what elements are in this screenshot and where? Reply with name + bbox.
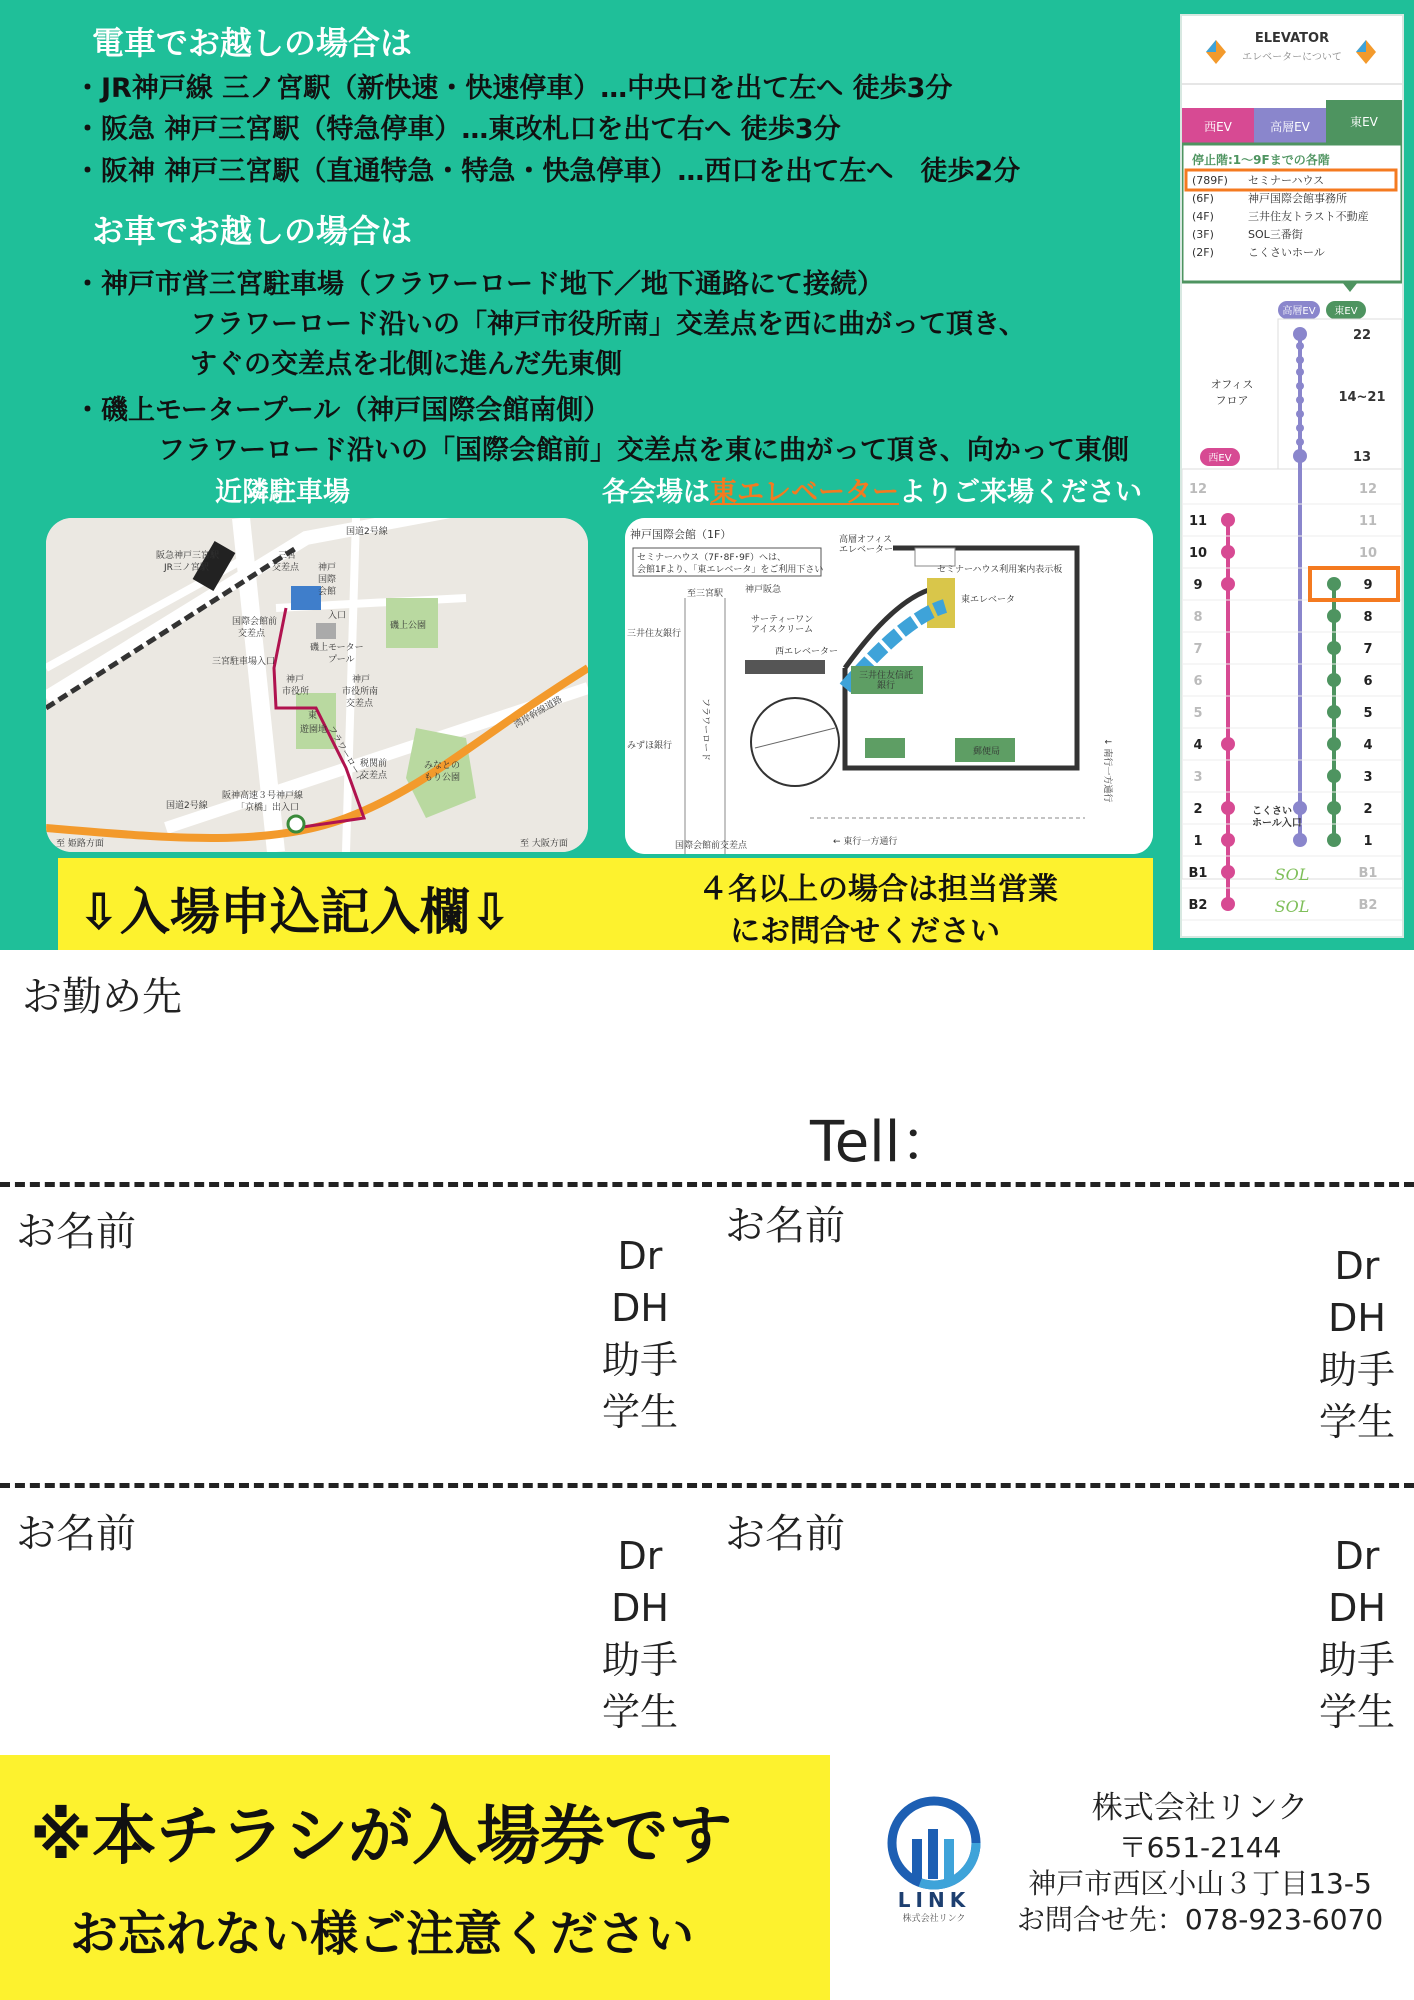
label-hashi2: 交差点 — [360, 771, 388, 781]
stop-name: SOL三番街 — [1248, 228, 1303, 241]
company-name: 株式会社リンク — [1091, 1790, 1309, 1826]
floor-label-east: B2 — [1358, 898, 1378, 913]
label-minato2: もり公園 — [424, 773, 461, 783]
car-heading: お車でお越しの場合は — [92, 212, 413, 250]
high-ev-stop — [1293, 801, 1307, 815]
east-ev-stop — [1327, 833, 1341, 847]
label-osaka: 至 大阪方面 — [520, 839, 568, 849]
company-logo — [846, 1765, 1022, 1941]
high-ev-stop — [1296, 382, 1304, 390]
tab-west: 西EV — [1204, 120, 1232, 134]
option-dh[interactable]: DH — [611, 1286, 669, 1330]
floor-label-west: 10 — [1188, 546, 1208, 561]
role-options — [1307, 1530, 1407, 1738]
label-park1: 東 — [308, 711, 318, 721]
link-logo-icon — [846, 1765, 1022, 1941]
entry-banner-title: ⇩入場申込記入欄⇩ — [78, 883, 512, 941]
high-ev-stop — [1296, 368, 1304, 376]
floor-label-east: 6 — [1363, 674, 1373, 689]
high-ev-stop — [1296, 356, 1304, 364]
floor-title-prefix: 各会場は — [602, 477, 710, 508]
tab-high: 高層EV — [1270, 120, 1310, 134]
high-ev-stop — [1296, 424, 1304, 432]
elevator-diagram — [1182, 16, 1402, 936]
label-kyobashi: 「京橋」出入口 — [236, 803, 300, 813]
label-hashi: 税関前 — [360, 759, 388, 769]
fp-oneway: ← 東行一方通行 — [833, 837, 898, 847]
stop-floor: (6F) — [1192, 192, 1214, 205]
floor-label-east: 1 — [1363, 834, 1373, 849]
company-contact: お問合せ先：078-923-6070 — [1016, 1903, 1384, 1936]
fp-kosaten: 国際会館前交差点 — [675, 841, 748, 851]
label-hanshin: 阪神高速３号神戸線 — [222, 791, 304, 801]
high-ev-stop — [1296, 410, 1304, 418]
label-shiyakusho2: 市役所 — [282, 687, 310, 697]
car-line-5: フラワーロード沿いの「国際会館前」交差点を東に曲がって頂き、向かって東側 — [158, 435, 1129, 466]
floor-label-east: 7 — [1363, 642, 1373, 657]
floor-label-east: 12 — [1358, 482, 1378, 497]
option-assistant[interactable]: 助手 — [1318, 1638, 1395, 1682]
option-dr[interactable]: Dr — [1334, 1534, 1380, 1578]
fp-post: 郵便局 — [973, 747, 1001, 757]
west-ev-stop — [1221, 545, 1235, 559]
stop-floor: (3F) — [1192, 228, 1214, 241]
high-ev-stop — [1296, 438, 1304, 446]
company-postal: 〒651-2144 — [1118, 1831, 1282, 1864]
floor-title — [602, 470, 1142, 509]
label-motor: 磯上モーター — [310, 643, 364, 653]
label-kaikan3: 会館 — [318, 587, 337, 597]
floor-label-west: 1 — [1193, 834, 1203, 849]
label-kokusai-cross: 国際会館前 — [232, 617, 278, 627]
floor-label-west: 11 — [1188, 514, 1208, 529]
east-ev-stop — [1327, 705, 1341, 719]
east-ev-stop — [1327, 769, 1341, 783]
high-ev-stop — [1293, 833, 1307, 847]
stop-floor: (2F) — [1192, 246, 1214, 259]
option-dr[interactable]: Dr — [1334, 1244, 1380, 1288]
logo-sub: 株式会社リンク — [902, 1914, 966, 1924]
floor-label-west: 9 — [1193, 578, 1203, 593]
option-student[interactable]: 学生 — [601, 1390, 678, 1434]
floor-label-west: 5 — [1193, 706, 1203, 721]
floor-title-highlight: 東エレベーター — [710, 477, 899, 508]
label-flower: フラワーロード — [325, 724, 366, 785]
stop-name: こくさいホール — [1248, 246, 1325, 259]
notice-line1: ※本チラシが入場券です — [30, 1800, 733, 1874]
fp-east-ev: 東エレベータ — [961, 595, 1016, 605]
entry-note-line1: ４名以上の場合は担当営業 — [698, 872, 1058, 907]
west-ev-stop — [1221, 801, 1235, 815]
option-student[interactable]: 学生 — [1318, 1690, 1395, 1734]
name-label: お名前 — [725, 1203, 845, 1249]
company-label: お勤め先 — [22, 974, 182, 1020]
fp-kouso2: エレベーター — [839, 545, 894, 555]
floor-label-east: 3 — [1363, 770, 1373, 785]
office-label: オフィス — [1210, 378, 1254, 391]
car-line-1: ・神戸市営三宮駐車場（フラワーロード地下／地下通路にて接続） — [74, 269, 884, 300]
floor-label-east: 5 — [1363, 706, 1373, 721]
sol-logo-b2: SOL — [1274, 897, 1310, 916]
floor-label-east: B1 — [1358, 866, 1378, 881]
map-title: 近隣駐車場 — [215, 477, 350, 508]
label-route2b: 国道2号線 — [166, 801, 208, 811]
fp-icecream2: アイスクリーム — [751, 625, 814, 635]
label-kokusai-cross2: 交差点 — [238, 629, 266, 639]
fp-mitsui2: 銀行 — [877, 681, 896, 691]
train-heading: 電車でお越しの場合は — [92, 24, 413, 62]
parking-map — [46, 518, 588, 852]
floor-label-east: 4 — [1363, 738, 1373, 753]
option-dr[interactable]: Dr — [617, 1234, 663, 1278]
label-wangan: 湾岸幹線道路 — [512, 694, 565, 731]
label-sannomiya-cross2: 交差点 — [272, 563, 300, 573]
car-line-3: すぐの交差点を北側に進んだ先東側 — [190, 349, 622, 380]
floor-label-east: 2 — [1363, 802, 1373, 817]
entry-note-line2: にお問合せください — [730, 914, 1000, 949]
notice-line2: お忘れない様ご注意ください — [70, 1906, 695, 1962]
floor-label-west: 6 — [1193, 674, 1203, 689]
label-sannomiya-cross: 三宮 — [278, 551, 297, 561]
stop-heading: 停止階:1～9Fまでの各階 — [1192, 153, 1330, 167]
floor-label-west: 8 — [1193, 610, 1203, 625]
name-label: お名前 — [725, 1511, 845, 1557]
fp-note1: セミナーハウス（7F･8F･9F）へは、 — [637, 553, 786, 563]
east-ev-stop — [1327, 673, 1341, 687]
stop-floor: (4F) — [1192, 210, 1214, 223]
label-kaikan2: 国際 — [318, 575, 337, 585]
name-entry-3[interactable] — [0, 1490, 707, 1755]
elevator-panel — [1180, 14, 1404, 938]
floor-plan — [625, 518, 1153, 854]
divider-2 — [0, 1483, 1414, 1488]
fp-mizuho: みずほ銀行 — [627, 741, 673, 751]
fp-title: 神戸国際会館（1F） — [630, 528, 732, 541]
east-ev-stop — [1327, 609, 1341, 623]
label-shiyakusho-minami3: 交差点 — [346, 699, 374, 709]
divider-1 — [0, 1182, 1414, 1187]
floor-number: 13 — [1352, 450, 1372, 465]
east-ev-stop — [1327, 641, 1341, 655]
label-shiyakusho-minami: 神戸 — [352, 675, 371, 685]
floor-label-west: B1 — [1188, 866, 1208, 881]
fp-flower: フラワーロード — [700, 698, 710, 762]
badge-west: 西EV — [1208, 453, 1232, 464]
west-ev-stop — [1221, 737, 1235, 751]
floor-label-east: 11 — [1358, 514, 1378, 529]
notice-banner — [0, 1755, 830, 2000]
name-entry-1[interactable] — [0, 1190, 707, 1480]
floor-label-east: 10 — [1358, 546, 1378, 561]
east-ev-stop — [1327, 737, 1341, 751]
parking-map-drawing — [46, 518, 588, 852]
label-park1b: 遊園地 — [300, 725, 328, 735]
company-address: 神戸市西区小山３丁目13-5 — [1028, 1867, 1372, 1900]
east-ev-stop — [1327, 801, 1341, 815]
label-himeji: 至 姫路方面 — [56, 839, 104, 849]
fp-mitsui: 三井住友信託 — [859, 671, 914, 681]
name-label: お名前 — [16, 1511, 136, 1557]
floor-label-west: B2 — [1188, 898, 1208, 913]
option-assistant[interactable]: 助手 — [601, 1638, 678, 1682]
floor-label-west: 4 — [1193, 738, 1203, 753]
floor-plan-drawing — [625, 518, 1153, 854]
high-ev-stop — [1293, 327, 1307, 341]
east-ev-stop — [1327, 577, 1341, 591]
car-line-2: フラワーロード沿いの「神戸市役所南」交差点を西に曲がって頂き、 — [190, 309, 1026, 340]
name-entry-4[interactable] — [707, 1490, 1414, 1755]
car-line-4: ・磯上モータープール（神戸国際会館南側） — [74, 395, 611, 426]
floor-label-west: 7 — [1193, 642, 1203, 657]
label-jr: JR三ノ宮駅 — [164, 563, 209, 573]
west-ev-stop — [1221, 833, 1235, 847]
role-options — [590, 1530, 690, 1738]
option-assistant[interactable]: 助手 — [601, 1338, 678, 1382]
badge-east: 東EV — [1334, 306, 1358, 317]
fp-kouso: 高層オフィス — [839, 535, 893, 545]
option-student[interactable]: 学生 — [601, 1690, 678, 1734]
option-dr[interactable]: Dr — [617, 1534, 663, 1578]
badge-high: 高層EV — [1282, 306, 1316, 317]
role-options — [590, 1230, 690, 1438]
fp-station: 至三宮駅 — [687, 589, 724, 599]
west-ev-stop — [1221, 865, 1235, 879]
entry-banner — [58, 858, 1153, 950]
label-minato: みなとの — [424, 761, 461, 771]
fp-oneway2: ↓ 南行一方通行 — [1102, 738, 1112, 803]
hall-label2: ホール入口 — [1252, 818, 1302, 829]
train-line-hankyu: ・阪急 神戸三宮駅（特急停車）…東改札口を出て右へ 徒歩3分 — [74, 114, 841, 145]
label-isogami: 磯上公園 — [390, 621, 427, 631]
label-shiyakusho-minami2: 市役所南 — [342, 687, 379, 697]
hall-label: こくさい — [1252, 806, 1292, 817]
stop-name: 三井住友トラスト不動産 — [1248, 210, 1369, 223]
option-dh[interactable]: DH — [1328, 1586, 1386, 1630]
role-options — [1307, 1240, 1407, 1448]
fp-west-ev: 西エレベーター — [775, 647, 839, 657]
option-assistant[interactable]: 助手 — [1318, 1348, 1395, 1392]
floor-label-east: 9 — [1363, 578, 1373, 593]
train-line-jr: ・JR神戸線 三ノ宮駅（新快速・快速停車）…中央口を出て左へ 徒歩3分 — [74, 73, 953, 104]
stop-name: セミナーハウス — [1248, 174, 1325, 187]
west-ev-stop — [1221, 513, 1235, 527]
tab-east: 東EV — [1350, 115, 1378, 129]
floor-label-east: 8 — [1363, 610, 1373, 625]
floor-number: 14~21 — [1338, 390, 1386, 405]
option-dh[interactable]: DH — [611, 1586, 669, 1630]
label-route2a: 国道2号線 — [346, 527, 388, 537]
label-hankyu: 阪急神戸三宮駅 — [156, 551, 220, 561]
label-motor2: プール — [328, 655, 355, 665]
fp-kobe-dept: 神戸阪急 — [745, 585, 782, 595]
stop-name: 神戸国際会館事務所 — [1248, 192, 1347, 205]
fp-sumitomo: 三井住友銀行 — [627, 629, 682, 639]
floor-label-west: 3 — [1193, 770, 1203, 785]
option-dh[interactable]: DH — [1328, 1296, 1386, 1340]
tell-label: Tell： — [810, 1110, 957, 1175]
fp-note2: 会館1Fより、「東エレベータ」をご利用下さい — [637, 565, 824, 575]
label-iriguchi: 入口 — [328, 611, 347, 621]
floor-number: 22 — [1352, 328, 1372, 343]
train-line-hanshin: ・阪神 神戸三宮駅（直通特急・特急・快急停車）…西口を出て左へ 徒歩2分 — [74, 156, 1021, 187]
floor-title-suffix: よりご来場ください — [899, 477, 1142, 508]
label-kaikan: 神戸 — [318, 563, 337, 573]
high-ev-stop — [1296, 342, 1304, 350]
west-ev-stop — [1221, 897, 1235, 911]
label-shiyakusho: 神戸 — [286, 675, 305, 685]
elevator-subtitle: エレベーターについて — [1242, 52, 1342, 63]
logo-text: LINK — [897, 1888, 971, 1912]
fp-sign: セミナーハウス利用案内表示板 — [937, 565, 1063, 575]
name-entry-2[interactable] — [707, 1190, 1414, 1480]
elevator-title: ELEVATOR — [1254, 31, 1330, 46]
office-label2: フロア — [1215, 394, 1249, 407]
label-parking-entry: 三宮駐車場入口 — [212, 657, 276, 667]
sol-logo-b1: SOL — [1274, 865, 1310, 884]
stop-floor: (789F) — [1192, 174, 1228, 187]
option-student[interactable]: 学生 — [1318, 1400, 1395, 1444]
floor-label-west: 12 — [1188, 482, 1208, 497]
name-label: お名前 — [16, 1209, 136, 1255]
high-ev-stop — [1296, 396, 1304, 404]
fp-icecream: サーティーワン — [751, 615, 814, 625]
floor-label-west: 2 — [1193, 802, 1203, 817]
west-ev-stop — [1221, 577, 1235, 591]
